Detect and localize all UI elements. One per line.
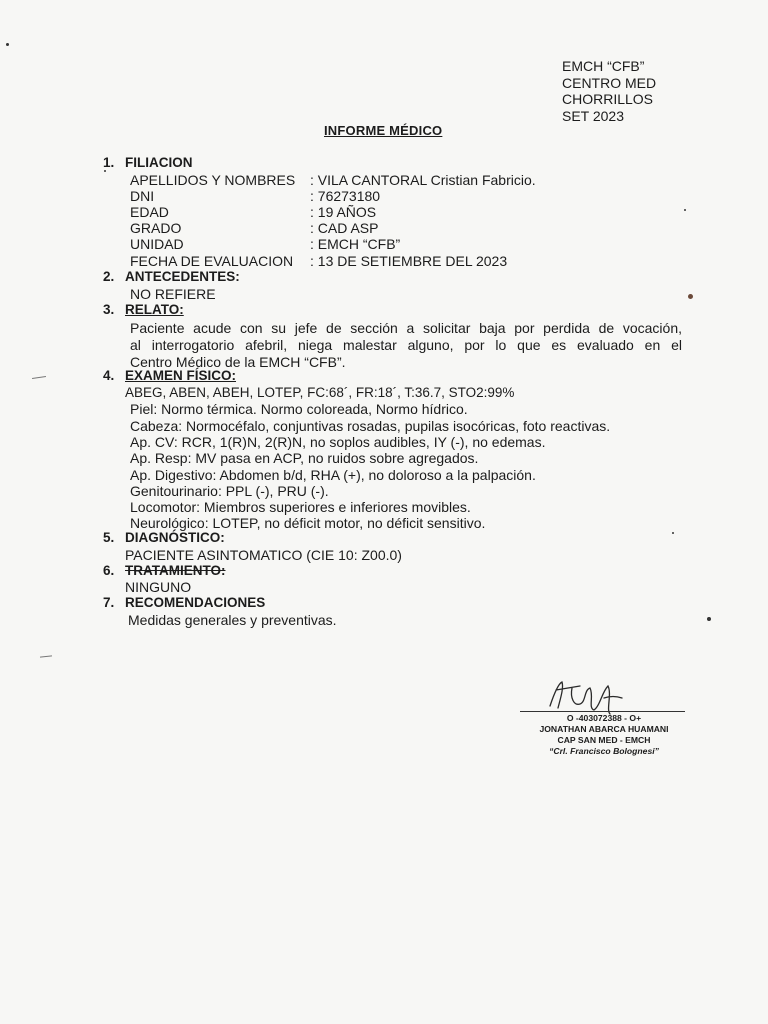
handwritten-signature	[520, 676, 690, 716]
label-apellidos-nombres: APELLIDOS Y NOMBRES	[130, 172, 296, 188]
header-line-center: CENTRO MED	[562, 74, 657, 91]
document-title: INFORME MÉDICO	[324, 123, 443, 138]
signer-name: JONATHAN ABARCA HUAMANI	[539, 724, 669, 734]
label-unidad: UNIDAD	[130, 236, 184, 252]
signer-rank: CAP SAN MED - EMCH	[557, 735, 651, 745]
value-edad: : 19 AÑOS	[310, 204, 377, 220]
section-number-recomendaciones: 7.	[103, 595, 115, 610]
section-number-filiacion: 1.	[103, 155, 115, 170]
recomendaciones-text: Medidas generales y preventivas.	[128, 612, 337, 628]
value-grado: : CAD ASP	[310, 220, 379, 236]
label-dni: DNI	[130, 188, 155, 204]
value-unidad: : EMCH “CFB”	[310, 236, 401, 252]
section-number-diagnostico: 5.	[103, 530, 115, 545]
scan-mark	[32, 376, 46, 379]
label-grado: GRADO	[130, 220, 182, 236]
tratamiento-text: NINGUNO	[125, 579, 192, 595]
antecedentes-text: NO REFIERE	[130, 286, 216, 302]
exam-line-cabeza: Cabeza: Normocéfalo, conjuntivas rosadas, pupilas isocóricas, foto reactivas.	[130, 418, 611, 434]
section-title-tratamiento: TRATAMIENTO:	[125, 563, 226, 578]
label-fecha-evaluacion: FECHA DE EVALUACION	[130, 253, 294, 269]
section-title-relato: RELATO:	[125, 302, 184, 317]
exam-line-neurologico: Neurológico: LOTEP, no déficit motor, no déficit sensitivo.	[130, 515, 486, 531]
section-number-antecedentes: 2.	[103, 269, 115, 284]
exam-line-genitourinario: Genitourinario: PPL (-), PRU (-).	[130, 483, 329, 499]
relato-line: al interrogatorio afebril, niega malestar alguno, por lo que es evaluado en el	[130, 337, 682, 353]
scan-speck	[684, 209, 686, 211]
exam-line-locomotor: Locomotor: Miembros superiores e inferiores movibles.	[130, 499, 471, 515]
section-title-antecedentes: ANTECEDENTES:	[125, 269, 240, 284]
section-number-examen: 4.	[103, 368, 115, 383]
vital-signs: ABEG, ABEN, ABEH, LOTEP, FC:68´, FR:18´, T:36.7, STO2:99%	[125, 385, 515, 400]
section-title-filiacion: FILIACION	[125, 155, 193, 170]
signature-line	[520, 711, 685, 712]
exam-line-digestivo: Ap. Digestivo: Abdomen b/d, RHA (+), no doloroso a la palpación.	[130, 467, 536, 483]
diagnostico-text: PACIENTE ASINTOMATICO (CIE 10: Z00.0)	[125, 547, 402, 563]
section-number-tratamiento: 6.	[103, 563, 115, 578]
header-line-date: SET 2023	[562, 107, 625, 124]
section-title-examen: EXAMEN FÍSICO:	[125, 368, 237, 383]
label-edad: EDAD	[130, 204, 169, 220]
relato-paragraph	[130, 320, 682, 371]
exam-line-cardiovascular: Ap. CV: RCR, 1(R)N, 2(R)N, no soplos audibles, IY (-), no edemas.	[130, 434, 546, 450]
relato-line: Centro Médico de la EMCH “CFB”.	[130, 354, 346, 370]
signer-cip: O -403072388 - O+	[566, 713, 642, 723]
scan-speck	[6, 43, 9, 46]
scan-speck	[104, 170, 106, 172]
scan-speck	[707, 617, 711, 621]
value-fecha-evaluacion: : 13 DE SETIEMBRE DEL 2023	[310, 253, 508, 269]
value-dni: : 76273180	[310, 188, 381, 204]
scan-mark	[40, 655, 52, 657]
institution-header	[562, 58, 656, 124]
section-title-recomendaciones: RECOMENDACIONES	[125, 595, 266, 610]
scan-speck	[688, 294, 693, 299]
header-line-unit: EMCH “CFB”	[562, 58, 645, 74]
header-line-district: CHORRILLOS	[562, 91, 654, 107]
scan-speck	[672, 532, 674, 534]
value-apellidos-nombres: : VILA CANTORAL Cristian Fabricio.	[310, 172, 536, 188]
exam-line-respiratorio: Ap. Resp: MV pasa en ACP, no ruidos sobre agregados.	[130, 450, 479, 466]
exam-line-piel: Piel: Normo térmica. Normo coloreada, Normo hídrico.	[130, 401, 468, 417]
section-number-relato: 3.	[103, 302, 115, 317]
signer-unit: “Crl. Francisco Bolognesi”	[549, 746, 659, 756]
relato-line: Paciente acude con su jefe de sección a solicitar baja por perdida de vocación,	[130, 320, 682, 336]
section-title-diagnostico: DIAGNÓSTICO:	[125, 530, 225, 545]
